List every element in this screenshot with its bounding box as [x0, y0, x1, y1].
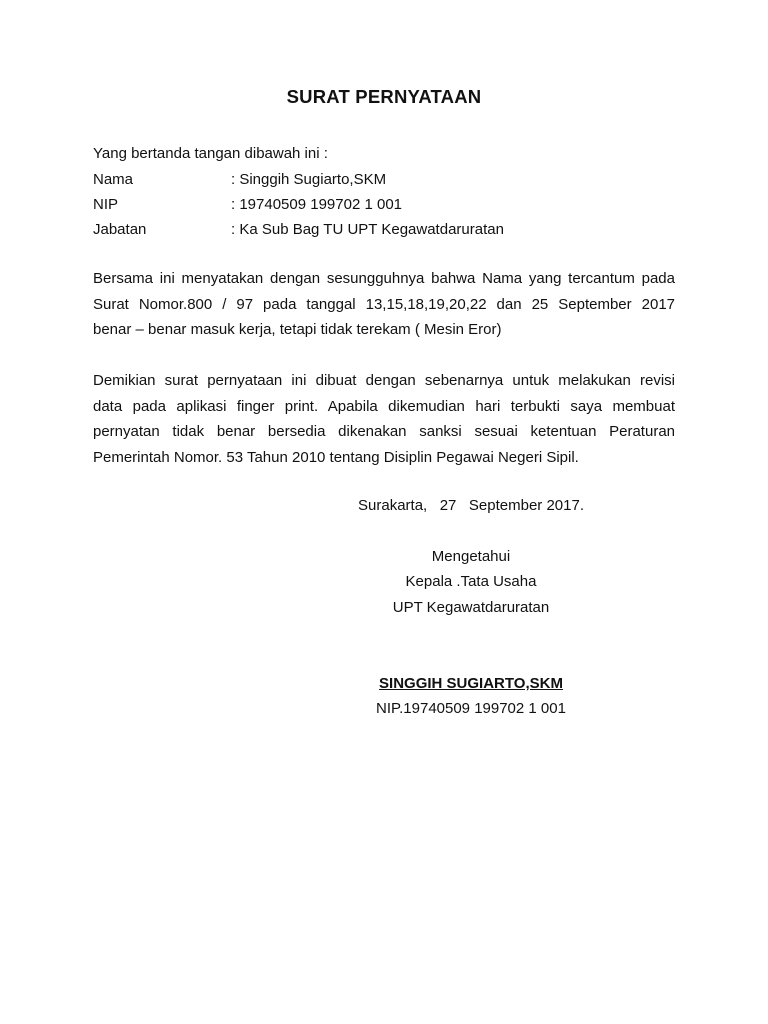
signer-name — [356, 675, 586, 692]
field-nip — [93, 196, 693, 216]
field-label: Jabatan — [93, 221, 147, 238]
signer-name-text: SINGGIH SUGIARTO,SKM — [379, 675, 563, 692]
paragraph-line: Surat Nomor.800 / 97 pada tanggal 13,15,18,19,20,22 dan 25 September 2017 — [93, 295, 675, 313]
statement-paragraph — [93, 266, 675, 343]
paragraph-line: Bersama ini menyatakan dengan sesungguhnya bahwa Nama yang tercantum pada — [93, 270, 675, 287]
field-label: NIP — [93, 196, 119, 213]
closing-paragraph — [93, 368, 675, 470]
acknowledged-label: Mengetahui — [431, 548, 511, 565]
intro-text: Yang bertanda tangan dibawah ini : — [93, 145, 328, 162]
field-value: : Singgih Sugiarto,SKM — [231, 171, 387, 188]
paragraph-line: Demikian surat pernyataan ini dibuat dengan sebenarnya untuk melakukan revisi — [93, 372, 675, 389]
document-title: SURAT PERNYATAAN — [286, 86, 482, 107]
place-date-text: Surakarta, 27 September 2017. — [358, 497, 584, 514]
field-jabatan — [93, 221, 693, 241]
signer-nip: NIP.19740509 199702 1 001 — [376, 700, 566, 717]
field-value: : 19740509 199702 1 001 — [231, 196, 402, 213]
place-date — [356, 497, 586, 514]
signer-position: Kepala .Tata Usaha — [405, 573, 537, 590]
field-value: : Ka Sub Bag TU UPT Kegawatdaruratan — [231, 221, 504, 238]
field-label: Nama — [93, 171, 134, 188]
signer-unit: UPT Kegawatdaruratan — [392, 599, 550, 616]
paragraph-line: pernyatan tidak benar bersedia dikenakan sanksi sesuai ketentuan Peraturan — [93, 423, 675, 440]
paragraph-line: Pemerintah Nomor. 53 Tahun 2010 tentang Disiplin Pegawai Negeri Sipil. — [93, 448, 579, 466]
field-nama — [93, 171, 693, 191]
paragraph-line: benar – benar masuk kerja, tetapi tidak terekam ( Mesin Eror) — [93, 321, 502, 338]
paragraph-line: data pada aplikasi finger print. Apabila dikemudian hari terbukti saya membuat — [93, 397, 675, 415]
